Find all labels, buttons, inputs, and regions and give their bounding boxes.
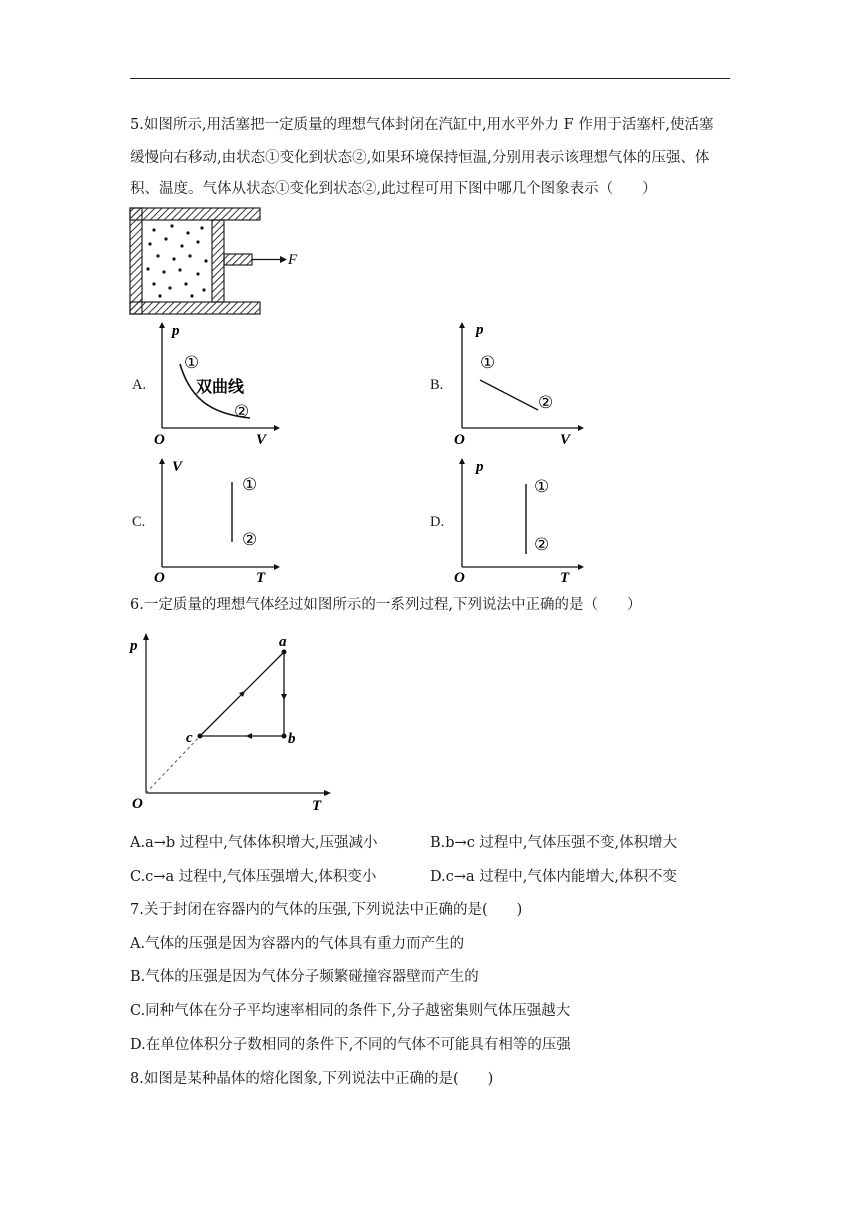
state-1-label: ① bbox=[242, 475, 258, 494]
y-axis-label: p bbox=[476, 459, 484, 475]
origin-label: O bbox=[132, 796, 143, 812]
point-b bbox=[282, 734, 287, 739]
cylinder-figure bbox=[128, 206, 303, 318]
x-axis-label: T bbox=[256, 570, 266, 586]
piston-rod bbox=[224, 254, 252, 265]
x-axis-label: T bbox=[560, 570, 570, 586]
state-1-label: ① bbox=[480, 353, 496, 372]
q7-option-a: A.气体的压强是因为容器内的气体具有重力而产生的 bbox=[130, 936, 465, 952]
q5-line-2: 缓慢向右移动,由状态①变化到状态②,如果环境保持恒温,分别用表示该理想气体的压强、体 bbox=[130, 150, 710, 166]
state-2-label: ② bbox=[534, 535, 550, 554]
state-1-label: ① bbox=[184, 353, 200, 372]
q7-stem: 7.关于封闭在容器内的气体的压强,下列说法中正确的是( ) bbox=[130, 902, 523, 918]
x-axis-label: V bbox=[256, 432, 267, 448]
q7-option-d: D.在单位体积分子数相同的条件下,不同的气体不可能具有相等的压强 bbox=[130, 1037, 571, 1053]
x-axis-label: V bbox=[560, 432, 571, 448]
q5-option-b-label: B. bbox=[430, 377, 444, 393]
piston bbox=[212, 220, 224, 302]
point-a-label: a bbox=[279, 634, 287, 650]
q5-option-d-graph bbox=[450, 456, 585, 586]
cylinder-bottom-wall bbox=[130, 302, 260, 314]
origin-label: O bbox=[154, 570, 165, 586]
state-1-label: ① bbox=[534, 477, 550, 496]
cylinder-left-wall bbox=[130, 208, 142, 314]
point-a bbox=[282, 650, 287, 655]
q6-option-c: C.c→a 过程中,气体压强增大,体积变小 bbox=[130, 869, 377, 885]
point-b-label: b bbox=[288, 731, 296, 747]
q5-option-c-label: C. bbox=[132, 514, 146, 530]
origin-label: O bbox=[454, 432, 465, 448]
origin-label: O bbox=[154, 432, 165, 448]
origin-label: O bbox=[454, 570, 465, 586]
cylinder-top-wall bbox=[130, 208, 260, 220]
q5-line-1: 5.如图所示,用活塞把一定质量的理想气体封闭在汽缸中,用水平外力 F 作用于活塞杆,使活塞 bbox=[130, 117, 714, 133]
q7-option-c: C.同种气体在分子平均速率相同的条件下,分子越密集则气体压强越大 bbox=[130, 1003, 571, 1019]
state-2-label: ② bbox=[538, 393, 554, 412]
q6-pt-graph bbox=[128, 630, 338, 815]
point-c-label: c bbox=[186, 730, 193, 746]
y-axis-label: p bbox=[130, 638, 138, 654]
header-rule bbox=[130, 78, 730, 79]
q5-option-d-label: D. bbox=[430, 514, 445, 530]
q6-option-b: B.b→c 过程中,气体压强不变,体积增大 bbox=[430, 835, 678, 851]
q5-option-b-graph bbox=[450, 320, 585, 448]
q5-option-a-label: A. bbox=[132, 377, 147, 393]
q7-option-b: B.气体的压强是因为气体分子频繁碰撞容器壁而产生的 bbox=[130, 969, 479, 985]
y-axis-label: V bbox=[172, 459, 183, 475]
line-segment bbox=[480, 380, 538, 410]
state-2-label: ② bbox=[242, 530, 258, 549]
hyperbola-note: 双曲线 bbox=[196, 379, 245, 396]
x-axis-label: T bbox=[312, 798, 322, 814]
state-2-label: ② bbox=[234, 402, 250, 421]
gas-molecules bbox=[146, 224, 207, 297]
q8-stem: 8.如图是某种晶体的熔化图象,下列说法中正确的是( ) bbox=[130, 1071, 494, 1087]
q5-option-c-graph bbox=[150, 456, 280, 586]
y-axis-label: p bbox=[476, 322, 484, 338]
force-label: F bbox=[288, 252, 298, 268]
q5-line-3: 积、温度。气体从状态①变化到状态②,此过程可用下图中哪几个图象表示（ ） bbox=[130, 181, 657, 197]
q5-option-a-graph bbox=[150, 320, 280, 448]
y-axis-label: p bbox=[172, 323, 180, 339]
q6-option-d: D.c→a 过程中,气体内能增大,体积不变 bbox=[430, 869, 677, 885]
q6-option-a: A.a→b 过程中,气体体积增大,压强减小 bbox=[130, 835, 378, 851]
point-c bbox=[198, 734, 203, 739]
q6-stem: 6.一定质量的理想气体经过如图所示的一系列过程,下列说法中正确的是（ ） bbox=[130, 597, 642, 613]
